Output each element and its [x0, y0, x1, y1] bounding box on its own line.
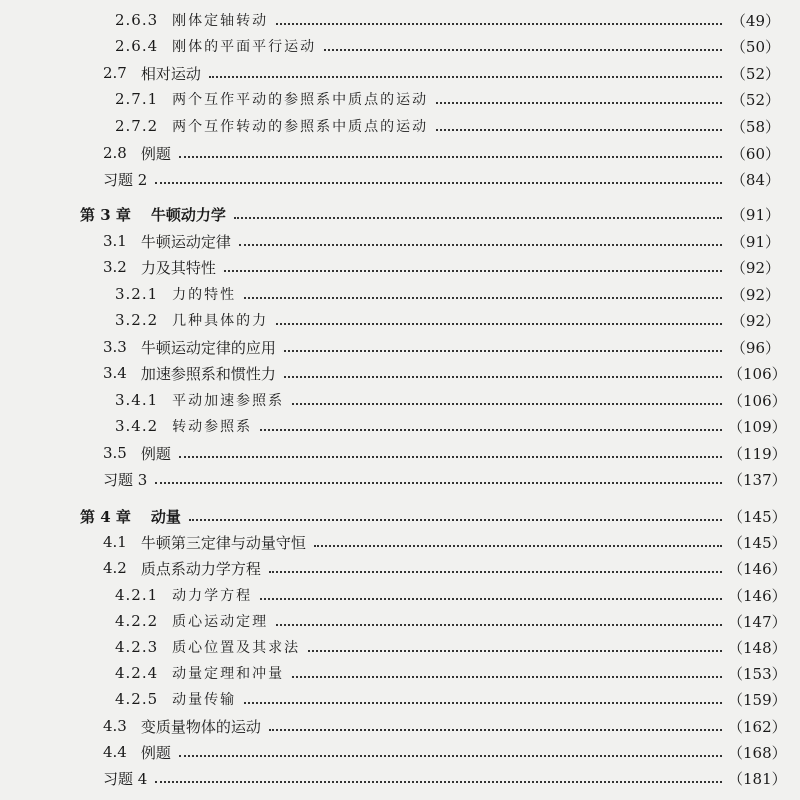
- dot-leader: [436, 102, 722, 104]
- toc-entry-title: 质心运动定理: [172, 614, 269, 630]
- toc-entry-number: 第 4 章: [80, 507, 131, 526]
- toc-entry[interactable]: [0, 713, 800, 739]
- toc-entry-title: 加速参照系和惯性力: [140, 364, 276, 383]
- toc-entry-page: （92）: [730, 311, 780, 330]
- dot-leader: [155, 182, 722, 184]
- toc-entry-title: 变质量物体的运动: [140, 717, 261, 736]
- dot-leader: [244, 702, 722, 704]
- dot-leader: [234, 217, 722, 219]
- toc-entry-page: （145）: [728, 507, 787, 526]
- toc-entry-label: [115, 390, 284, 410]
- toc-entry-number: 4.1: [103, 533, 127, 551]
- toc-entry-number: 2.7.2: [115, 117, 159, 135]
- toc-entry-label: [115, 284, 236, 304]
- toc-entry-label: [103, 63, 201, 84]
- toc-entry[interactable]: [0, 7, 800, 33]
- toc-entry-title: 相对运动: [140, 64, 201, 83]
- dot-leader: [324, 49, 722, 51]
- toc-entry-title: 平动加速参照系: [172, 393, 285, 409]
- toc-entry-number: 3.2.2: [115, 311, 159, 329]
- toc-entry-number: 2.6.3: [115, 11, 159, 29]
- toc-entry-page: （162）: [728, 717, 787, 736]
- toc-entry[interactable]: [0, 555, 800, 581]
- toc-entry-label: [103, 469, 147, 490]
- toc-entry-number: 4.2.4: [115, 664, 159, 682]
- toc-entry[interactable]: [0, 608, 800, 634]
- dot-leader: [269, 729, 722, 731]
- toc-entry-label: [103, 363, 276, 384]
- dot-leader: [308, 650, 722, 652]
- toc-entry-title: 转动参照系: [172, 419, 253, 435]
- toc-entry-page: （181）: [728, 769, 787, 788]
- toc-entry-page: （148）: [728, 638, 787, 657]
- toc-entry[interactable]: [0, 634, 800, 660]
- toc-entry-label: [80, 204, 226, 225]
- toc-entry-page: （106）: [728, 364, 787, 383]
- toc-entry-page: （119）: [728, 444, 787, 463]
- toc-entry-number: 4.2.3: [115, 638, 159, 656]
- toc-entry-page: （145）: [728, 533, 787, 552]
- toc-entry-label: [115, 416, 252, 436]
- dot-leader: [155, 482, 722, 484]
- toc-entry-label: [115, 663, 284, 683]
- toc-entry-title: 刚体定轴转动: [172, 13, 269, 29]
- toc-entry-label: [103, 768, 147, 789]
- toc-entry-number: 3.5: [103, 444, 127, 462]
- toc-entry[interactable]: [0, 503, 800, 529]
- dot-leader: [276, 323, 722, 325]
- toc-entry-title: 力及其特性: [140, 258, 216, 277]
- dot-leader: [314, 545, 722, 547]
- toc-entry-page: （96）: [730, 338, 780, 357]
- toc-entry-number: 3.2.1: [115, 285, 159, 303]
- toc-entry-label: [115, 116, 428, 136]
- toc-entry[interactable]: [0, 334, 800, 360]
- toc-entry-page: （146）: [728, 559, 787, 578]
- dot-leader: [260, 598, 722, 600]
- toc-entry-number: 3.2: [103, 258, 127, 276]
- toc-entry[interactable]: [0, 413, 800, 439]
- toc-entry[interactable]: [0, 60, 800, 86]
- dot-leader: [276, 23, 722, 25]
- dot-leader: [269, 571, 722, 573]
- toc-entry-label: [103, 143, 171, 164]
- toc-entry-number: 2.6.4: [115, 37, 159, 55]
- toc-entry[interactable]: [0, 440, 800, 466]
- toc-entry-label: [115, 10, 268, 30]
- toc-entry-title: 牛顿动力学: [150, 205, 226, 224]
- toc-entry-page: （92）: [730, 258, 780, 277]
- toc-entry-number: 4.2.5: [115, 690, 159, 708]
- toc-entry-label: [103, 532, 306, 553]
- toc-entry-number: 3.4.1: [115, 391, 159, 409]
- dot-leader: [284, 350, 722, 352]
- toc-entry[interactable]: [0, 86, 800, 112]
- toc-entry-label: [103, 443, 171, 464]
- toc-entry[interactable]: [0, 387, 800, 413]
- toc-entry-title: 牛顿第三定律与动量守恒: [140, 533, 306, 552]
- dot-leader: [292, 676, 722, 678]
- dot-leader: [155, 781, 722, 783]
- dot-leader: [292, 403, 722, 405]
- toc-entry-label: [115, 611, 268, 631]
- toc-entry-title: 力的特性: [172, 287, 237, 303]
- toc-entry[interactable]: [0, 582, 800, 608]
- toc-entry[interactable]: [0, 739, 800, 765]
- toc-entry-number: 4.2.2: [115, 612, 159, 630]
- toc-entry-label: [80, 506, 181, 527]
- toc-entry-number: 2.8: [103, 144, 127, 162]
- toc-entry-title: 质心位置及其求法: [172, 640, 301, 656]
- toc-entry-label: [103, 337, 276, 358]
- toc-entry-title: 习题 3: [103, 470, 148, 489]
- toc-entry[interactable]: [0, 33, 800, 59]
- toc-entry-title: 例题: [140, 444, 171, 463]
- dot-leader: [239, 244, 722, 246]
- dot-leader: [224, 270, 722, 272]
- dot-leader: [244, 297, 722, 299]
- toc-entry[interactable]: [0, 228, 800, 254]
- toc-entry-label: [103, 742, 171, 763]
- toc-entry[interactable]: [0, 466, 800, 492]
- toc-entry-label: [115, 36, 316, 56]
- toc-entry-title: 动量定理和冲量: [172, 666, 285, 682]
- dot-leader: [179, 456, 722, 458]
- toc-entry-page: （84）: [730, 170, 780, 189]
- toc-entry[interactable]: [0, 254, 800, 280]
- toc-entry-page: （147）: [728, 612, 787, 631]
- toc-entry-page: （109）: [728, 417, 787, 436]
- toc-entry-page: （52）: [730, 64, 780, 83]
- toc-entry[interactable]: [0, 140, 800, 166]
- toc-entry-page: （91）: [730, 205, 780, 224]
- toc-entry-title: 习题 4: [103, 769, 148, 788]
- dot-leader: [284, 376, 722, 378]
- toc-entry-page: （91）: [730, 232, 780, 251]
- toc-entry-page: （50）: [730, 37, 780, 56]
- toc-entry-title: 两个互作转动的参照系中质点的运动: [172, 119, 429, 135]
- toc-entry[interactable]: [0, 360, 800, 386]
- toc-entry-number: 4.2.1: [115, 586, 159, 604]
- toc-entry-label: [115, 689, 236, 709]
- toc-entry[interactable]: [0, 113, 800, 139]
- toc-entry[interactable]: [0, 660, 800, 686]
- toc-entry-page: （60）: [730, 144, 780, 163]
- toc-entry-title: 质点系动力学方程: [140, 559, 261, 578]
- toc-entry-number: 4.3: [103, 717, 127, 735]
- dot-leader: [260, 429, 722, 431]
- toc-entry-title: 牛顿运动定律: [140, 232, 231, 251]
- toc-entry-number: 4.2: [103, 559, 127, 577]
- toc-entry-page: （159）: [728, 690, 787, 709]
- dot-leader: [276, 624, 722, 626]
- toc-entry-label: [103, 558, 261, 579]
- toc-entry-number: 3.4.2: [115, 417, 159, 435]
- toc-entry-title: 两个互作平动的参照系中质点的运动: [172, 92, 429, 108]
- dot-leader: [179, 156, 722, 158]
- toc-entry-title: 例题: [140, 144, 171, 163]
- toc-entry-label: [115, 637, 300, 657]
- toc-entry-number: 4.4: [103, 743, 127, 761]
- toc-entry[interactable]: [0, 529, 800, 555]
- toc-entry-page: （146）: [728, 586, 787, 605]
- toc-entry-label: [103, 257, 216, 278]
- toc-entry-title: 动量: [150, 507, 181, 526]
- toc-entry-title: 动量传输: [172, 692, 237, 708]
- toc-entry-title: 刚体的平面平行运动: [172, 39, 317, 55]
- toc-entry-page: （49）: [730, 11, 780, 30]
- toc-entry-page: （58）: [730, 117, 780, 136]
- toc-entry-label: [115, 89, 428, 109]
- toc-entry-number: 3.1: [103, 232, 127, 250]
- toc-entry-number: 第 3 章: [80, 205, 131, 224]
- toc-entry-title: 动力学方程: [172, 588, 253, 604]
- toc-entry-page: （168）: [728, 743, 787, 762]
- toc-entry[interactable]: [0, 201, 800, 227]
- toc-entry-page: （153）: [728, 664, 787, 683]
- toc-entry-title: 牛顿运动定律的应用: [140, 338, 276, 357]
- toc-entry-label: [103, 716, 261, 737]
- toc-entry[interactable]: [0, 166, 800, 192]
- dot-leader: [179, 755, 722, 757]
- toc-entry-label: [103, 231, 231, 252]
- dot-leader: [436, 129, 722, 131]
- toc-entry-number: 2.7: [103, 64, 127, 82]
- toc-entry[interactable]: [0, 765, 800, 791]
- toc-entry-title: 习题 2: [103, 170, 148, 189]
- toc-entry[interactable]: [0, 281, 800, 307]
- toc-entry-label: [115, 585, 252, 605]
- toc-entry-title: 几种具体的力: [172, 313, 269, 329]
- toc-entry-number: 3.4: [103, 364, 127, 382]
- toc-entry-page: （92）: [730, 285, 780, 304]
- toc-entry-page: （106）: [728, 391, 787, 410]
- toc-entry[interactable]: [0, 307, 800, 333]
- toc-entry-page: （137）: [728, 470, 787, 489]
- toc-entry-number: 2.7.1: [115, 90, 159, 108]
- dot-leader: [209, 76, 722, 78]
- toc-entry-label: [103, 169, 147, 190]
- toc-entry-page: （52）: [730, 90, 780, 109]
- toc-entry-number: 3.3: [103, 338, 127, 356]
- dot-leader: [189, 519, 722, 521]
- toc-entry[interactable]: [0, 686, 800, 712]
- toc-entry-title: 例题: [140, 743, 171, 762]
- toc-entry-label: [115, 310, 268, 330]
